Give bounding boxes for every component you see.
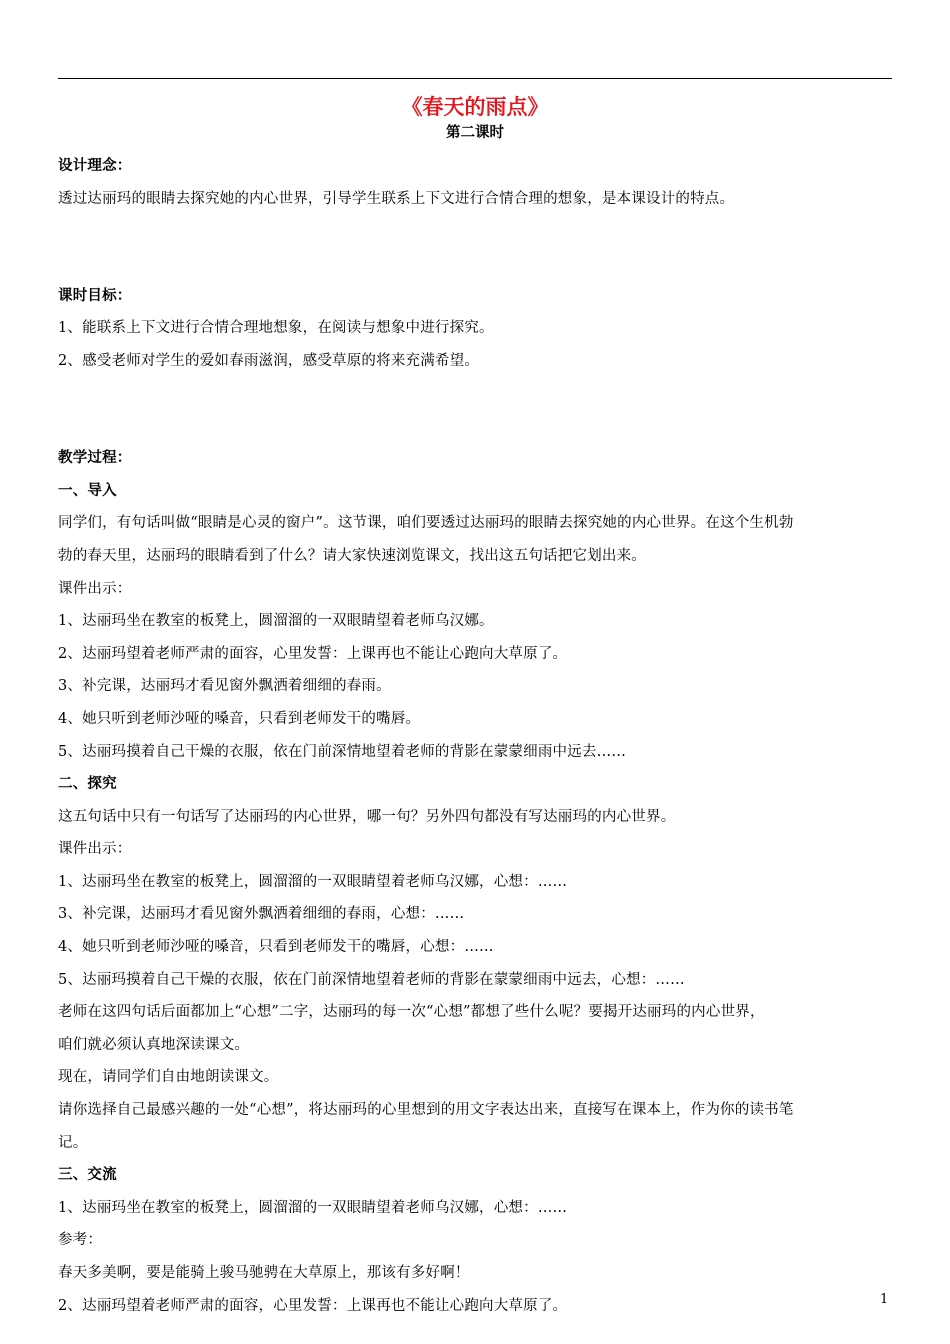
text-line: 2、达丽玛望着老师严肃的面容，心里发誓：上课再也不能让心跑向大草原了。 [58,645,568,662]
section-heading: 二、探究 [58,775,117,793]
text-line: 3、补完课，达丽玛才看见窗外飘洒着细细的春雨。 [58,678,391,695]
section-heading: 三、交流 [58,1166,117,1184]
blank-line [58,394,892,427]
text-line: 老师在这四句话后面都加上“心想”二字，达丽玛的每一次“心想”都想了些什么呢？要揭开达丽玛的内心世界， [58,1004,765,1021]
text-line: 4、她只听到老师沙哑的嗓音，只看到老师发干的嘴唇。 [58,710,421,727]
document-lines [58,150,892,1322]
section-heading: 课时目标： [58,286,132,304]
text-line: 课件出示： [58,580,132,597]
document-subtitle: 第二课时 [446,124,504,141]
text-line: 请你选择自己最感兴趣的一处“心想”，将达丽玛的心里想到的用文字表达出来，直接写在课本上，作为你的读书笔 [58,1102,794,1119]
text-line: 这五句话中只有一句话写了达丽玛的内心世界，哪一句？另外四句都没有写达丽玛的内心世界。 [58,808,676,825]
text-line: 记。 [58,1134,88,1151]
text-line: 4、她只听到老师沙哑的嗓音，只看到老师发干的嘴唇，心想：…… [58,939,494,956]
text-line: 5、达丽玛摸着自己干燥的衣服，依在门前深情地望着老师的背影在蒙蒙细雨中远去，心想：…… [58,971,685,988]
text-line: 课件出示： [58,841,132,858]
text-line: 透过达丽玛的眼睛去探究她的内心世界，引导学生联系上下文进行合情合理的想象，是本课设计的特点。 [58,190,735,207]
header-rule [58,78,892,79]
text-line: 1、能联系上下文进行合情合理地想象，在阅读与想象中进行探究。 [58,320,494,337]
section-heading: 设计理念： [58,157,132,174]
section-heading: 一、导入 [58,481,117,499]
text-line: 2、达丽玛望着老师严肃的面容，心里发誓：上课再也不能让心跑向大草原了。 [58,1297,568,1314]
document-body [58,92,892,1322]
text-line: 咱们就必须认真地深读课文。 [58,1036,250,1053]
page-number: 1 [880,1292,889,1307]
section-heading: 教学过程： [58,449,132,467]
text-line: 勃的春天里，达丽玛的眼睛看到了什么？请大家快速浏览课文，找出这五句话把它划出来。 [58,547,646,564]
text-line: 5、达丽玛摸着自己干燥的衣服，依在门前深情地望着老师的背影在蒙蒙细雨中远去…… [58,743,627,760]
text-line: 现在，请同学们自由地朗读课文。 [58,1069,279,1086]
text-line: 1、达丽玛坐在教室的板凳上，圆溜溜的一双眼睛望着老师乌汉娜，心想：…… [58,873,568,890]
text-line: 参考： [58,1232,103,1249]
text-line: 1、达丽玛坐在教室的板凳上，圆溜溜的一双眼睛望着老师乌汉娜，心想：…… [58,1199,568,1216]
text-line: 3、补完课，达丽玛才看见窗外飘洒着细细的春雨，心想：…… [58,906,465,923]
document-title: 《春天的雨点》 [401,94,549,119]
text-line: 1、达丽玛坐在教室的板凳上，圆溜溜的一双眼睛望着老师乌汉娜。 [58,613,494,630]
text-line: 2、感受老师对学生的爱如春雨滋润，感受草原的将来充满希望。 [58,352,480,369]
blank-line [58,231,892,264]
text-line: 春天多美啊，要是能骑上骏马驰骋在大草原上，那该有多好啊！ [58,1265,470,1281]
text-line: 同学们，有句话叫做“眼睛是心灵的窗户”。这节课，咱们要透过达丽玛的眼睛去探究她的内心世界。在这个生机勃 [58,515,794,532]
